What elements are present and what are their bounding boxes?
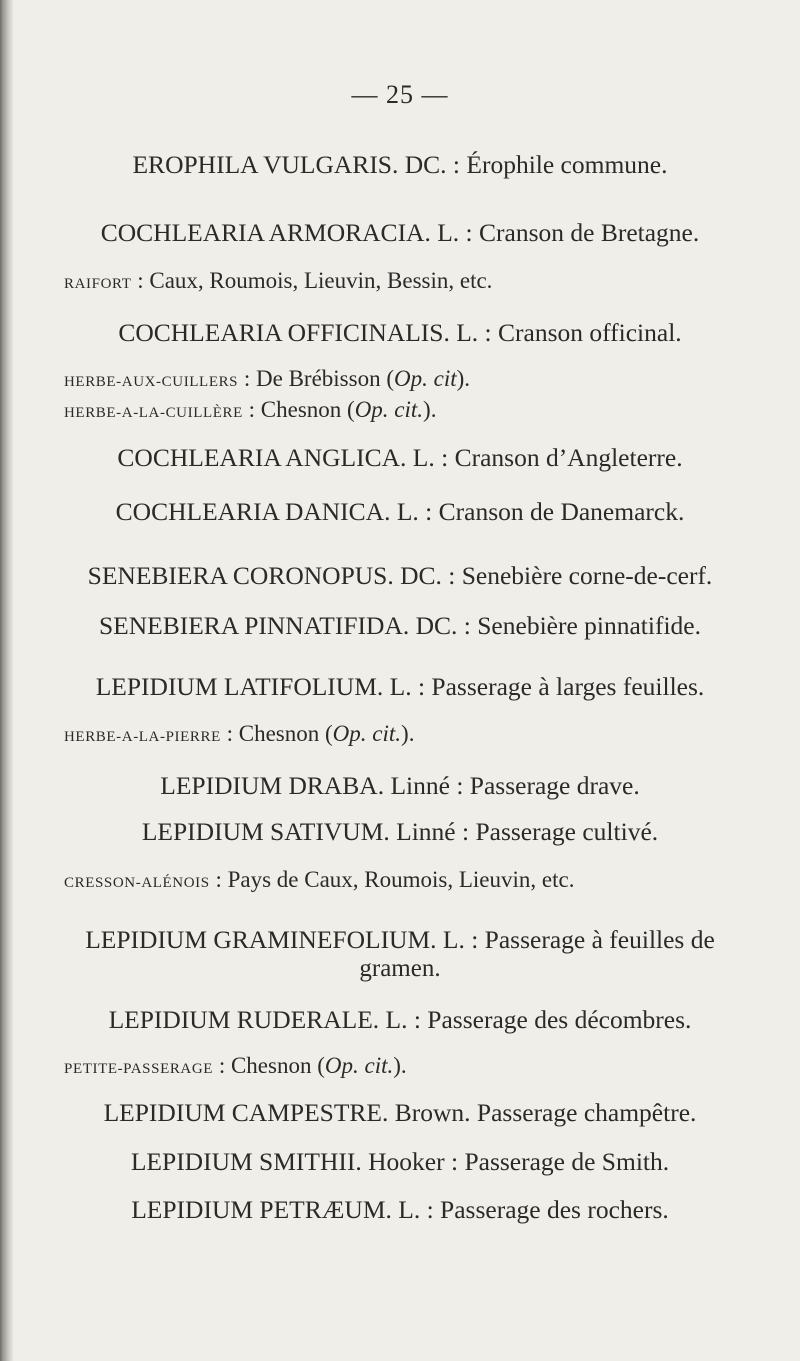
vernacular-source: : Chesnon ( [220,721,333,746]
citation-italic: Op. cit. [324,1053,394,1078]
vernacular-name: PETITE-PASSERAGE [64,1061,214,1077]
entry-lepidium-smithii: LEPIDIUM SMITHII. Hooker : Passerage de Smith. [130,1147,670,1176]
entry-lepidium-graminefolium: LEPIDIUM GRAMINEFOLIUM. L. : Passerage à feuilles de [85,925,715,954]
vernacular-source-end: ). [423,397,437,422]
entry-senebiera-coronopus: SENEBIERA CORONOPUS. DC. : Senebière corne-de-cerf. [87,561,713,590]
entry-cochlearia-armoracia: COCHLEARIA ARMORACIA. L. : Cranson de Bretagne. [100,218,700,247]
vernacular-source-end: ). [456,366,471,391]
entry-lepidium-petraeum: LEPIDIUM PETRÆUM. L. : Passerage des rochers. [131,1195,669,1224]
entry-cochlearia-officinalis: COCHLEARIA OFFICINALIS. L. : Cranson officinal. [118,318,682,347]
citation-italic: Op. cit. [354,397,424,422]
citation-italic: Op. cit [394,366,457,391]
vernacular-name: HERBE-A-LA-PIERRE [64,729,221,745]
vernacular-localities: : Pays de Caux, Roumois, Lieuvin, etc. [209,867,575,892]
vernacular-name: CRESSON-ALÉNOIS [64,875,210,891]
vernacular-name: RAIFORT [64,276,132,292]
vernacular-source: : Chesnon ( [213,1053,325,1078]
vernacular-petite-passerage [64,1053,800,1079]
vernacular-localities: : Caux, Roumois, Lieuvin, Bessin, etc. [131,268,493,293]
vernacular-name: HERBE-AUX-CUILLERS [64,374,239,390]
vernacular-herbe-a-la-cuillere [64,397,800,423]
entry-cochlearia-anglica: COCHLEARIA ANGLICA. L. : Cranson d’Angleterre. [117,443,683,472]
vernacular-herbe-aux-cuillers [64,366,800,392]
entry-lepidium-draba: LEPIDIUM DRABA. Linné : Passerage drave. [160,771,640,800]
entry-lepidium-campestre: LEPIDIUM CAMPESTRE. Brown. Passerage champêtre. [103,1098,697,1127]
entry-erophila-vulgaris: EROPHILA VULGARIS. DC. : Érophile commune. [132,150,668,179]
entry-lepidium-ruderale: LEPIDIUM RUDERALE. L. : Passerage des décombres. [108,1005,692,1034]
vernacular-source: : De Brébisson ( [238,366,394,391]
entry-lepidium-sativum: LEPIDIUM SATIVUM. Linné : Passerage cultivé. [141,817,659,846]
entry-senebiera-pinnatifida: SENEBIERA PINNATIFIDA. DC. : Senebière pinnatifide. [98,611,701,640]
vernacular-source: : Chesnon ( [242,397,355,422]
entry-lepidium-graminefolium-continuation: gramen. [359,955,441,982]
vernacular-source-end: ). [393,1053,407,1078]
entry-cochlearia-danica: COCHLEARIA DANICA. L. : Cranson de Danemarck. [115,497,685,526]
citation-italic: Op. cit. [332,721,402,746]
vernacular-name: HERBE-A-LA-CUILLÈRE [64,405,243,421]
page-number: — 25 — [351,80,449,109]
vernacular-source-end: ). [401,721,415,746]
vernacular-herbe-a-la-pierre [64,721,800,747]
vernacular-cresson-alenois [64,867,800,893]
entry-lepidium-latifolium: LEPIDIUM LATIFOLIUM. L. : Passerage à larges feuilles. [95,672,705,701]
vernacular-raifort [64,268,800,294]
